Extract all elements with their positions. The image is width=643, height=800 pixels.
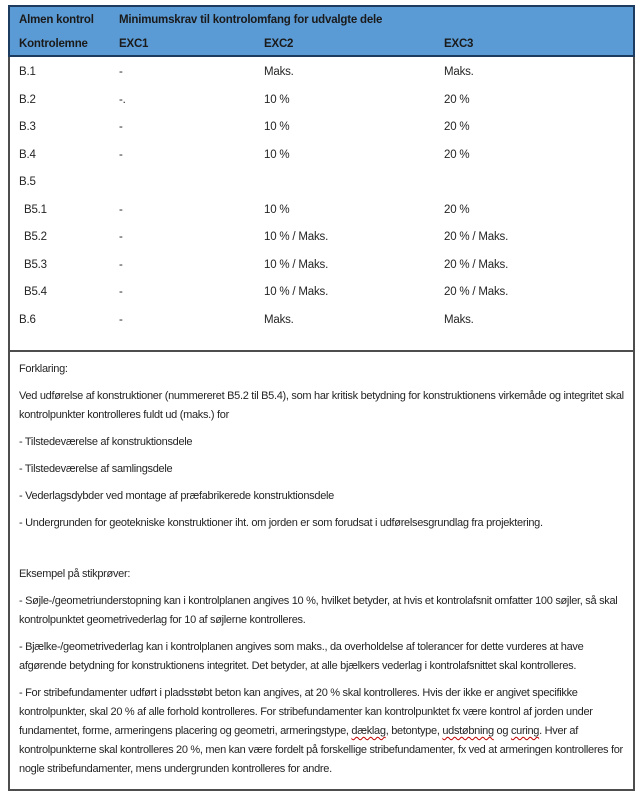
misspelled-word: curing: [510, 725, 540, 737]
table-row-b1: [10, 59, 633, 87]
cell-exc1: -: [119, 258, 123, 271]
cell-label: B.2: [19, 93, 36, 106]
explanation-box: [8, 350, 635, 791]
table-row-b5-4: [10, 279, 633, 307]
table-header-row-2: [10, 31, 633, 55]
cell-exc2: [255, 169, 435, 197]
cell-label: B5.1: [24, 203, 47, 216]
cell-label: B.1: [19, 66, 36, 78]
text-segment: og: [493, 725, 511, 737]
header-exc3: EXC3: [444, 38, 474, 50]
misspelled-word: udstøbning: [442, 725, 494, 737]
cell-exc1: -: [119, 286, 123, 298]
explanation-bullet-2: - Tilstedeværelse af samlingsdele: [19, 463, 173, 475]
header-minimumskrav: Minimumskrav til kontrolomfang for udvalgte dele: [119, 14, 383, 26]
cell-label: B.3: [19, 121, 36, 133]
table-row-b5: [10, 169, 633, 197]
text-segment: , betontype,: [385, 725, 443, 737]
examples-title: Eksempel på stikprøver:: [19, 568, 131, 580]
explanation-bullet-4: - Undergrunden for geotekniske konstruktioner iht. om jorden er som forudsat i udførelsesgrundlag fra projektering.: [19, 517, 543, 529]
cell-exc1: -: [119, 203, 123, 216]
table-row-b6: [10, 307, 633, 335]
explanation-bullet-3: - Vederlagsdybder ved montage af præfabrikerede konstruktionsdele: [19, 490, 334, 502]
misspelled-word: dæklag: [351, 725, 386, 737]
header-exc2: EXC2: [264, 38, 294, 50]
cell-exc1: -: [119, 231, 123, 243]
cell-exc3: 20 %: [444, 121, 470, 133]
control-table: [8, 5, 635, 352]
cell-exc3: 20 %: [444, 148, 470, 161]
table-row-b3: [10, 114, 633, 142]
explanation-title: Forklaring:: [19, 363, 68, 375]
examples-paragraph-1: - Søjle-/geometriunderstopning kan i kontrolplanen angives 10 %, hvilket betyder, at hvis et kontrolafsnit omfatter 100 søjler, så skal kontrolpunktet geometrivederlag for 10 af søjlerne kontrolleres.: [19, 595, 618, 626]
cell-exc3: 20 %: [444, 93, 470, 106]
cell-exc3: Maks.: [444, 66, 474, 78]
table-row-b5-3: [10, 252, 633, 280]
cell-exc3: 20 %: [444, 203, 470, 216]
table-body: [8, 57, 635, 352]
cell-exc3: Maks.: [444, 313, 474, 326]
cell-label: B5.2: [24, 231, 47, 243]
cell-exc1: -: [119, 313, 123, 326]
examples-paragraph-2: - Bjælke-/geometrivederlag kan i kontrolplanen angives som maks., da overholdelse af tolerancer for dette vurderes at have afgørende betydning for konstruktionens integritet. Det betyder, at alle bjælkers vederlag i kontrolafsnittet skal kontrolleres.: [19, 641, 584, 672]
cell-label: B5.3: [24, 258, 47, 271]
cell-exc2: 10 %: [264, 148, 290, 161]
cell-exc1: [110, 169, 255, 197]
cell-exc2: 10 %: [264, 121, 290, 133]
header-kontrolemne: Kontrolemne: [19, 38, 88, 50]
cell-exc3: [435, 169, 633, 197]
examples-paragraph-3: [19, 684, 624, 779]
explanation-intro: Ved udførelse af konstruktioner (nummereret B5.2 til B5.4), som har kritisk betydning for konstruktionens virkemåde og integritet skal kontrolpunkter kontrolleres fuldt ud (maks.) for: [19, 390, 624, 421]
table-row-b5-2: [10, 224, 633, 252]
cell-exc2: 10 % / Maks.: [264, 258, 329, 271]
cell-label: B.6: [19, 313, 36, 326]
cell-exc1: -.: [119, 93, 126, 106]
cell-exc2: 10 % / Maks.: [264, 231, 329, 243]
cell-exc1: -: [119, 148, 123, 161]
cell-label: B.4: [19, 148, 36, 161]
table-header-row-1: [10, 7, 633, 31]
cell-exc2: 10 %: [264, 203, 290, 216]
table-row-b5-1: [10, 197, 633, 225]
text-segment: - For stribefundamenter udført i pladsstøbt beton kan angives, at 20 % skal kontrolleres. Hvis der ikke er angivet specifikke kontrolpunkter, skal 20 % af alle forhold kontrolleres. For stribefundamenter kan kontrolpunktet fx være kontrol af jorden under fundamentet, forme, armeringens placering og geometri, armeringstype,: [19, 687, 593, 737]
cell-exc2: Maks.: [264, 313, 294, 326]
cell-label: B5.4: [24, 286, 47, 298]
cell-exc2: Maks.: [264, 66, 294, 78]
cell-exc1: -: [119, 66, 123, 78]
cell-exc3: 20 % / Maks.: [444, 231, 509, 243]
header-almen-kontrol: Almen kontrol: [19, 14, 94, 26]
table-row-b4: [10, 142, 633, 170]
table-row-b2: [10, 87, 633, 115]
cell-exc2: 10 %: [264, 93, 290, 106]
cell-label: B.5: [19, 176, 36, 188]
text-segment: . Hver af kontrolpunkterne skal kontrolleres 20 %, men kan være fordelt på forskellige stribefundamenter, fx ved at armeringen kontrolleres for nogle stribefundamenter, mens undergrunden kontrolleres for andre.: [19, 725, 623, 775]
table-header: [8, 5, 635, 57]
cell-exc2: 10 % / Maks.: [264, 286, 329, 298]
cell-exc1: -: [119, 121, 123, 133]
cell-exc3: 20 % / Maks.: [444, 258, 509, 271]
header-exc1: EXC1: [119, 38, 149, 50]
explanation-bullet-1: - Tilstedeværelse af konstruktionsdele: [19, 436, 193, 448]
cell-exc3: 20 % / Maks.: [444, 286, 509, 298]
